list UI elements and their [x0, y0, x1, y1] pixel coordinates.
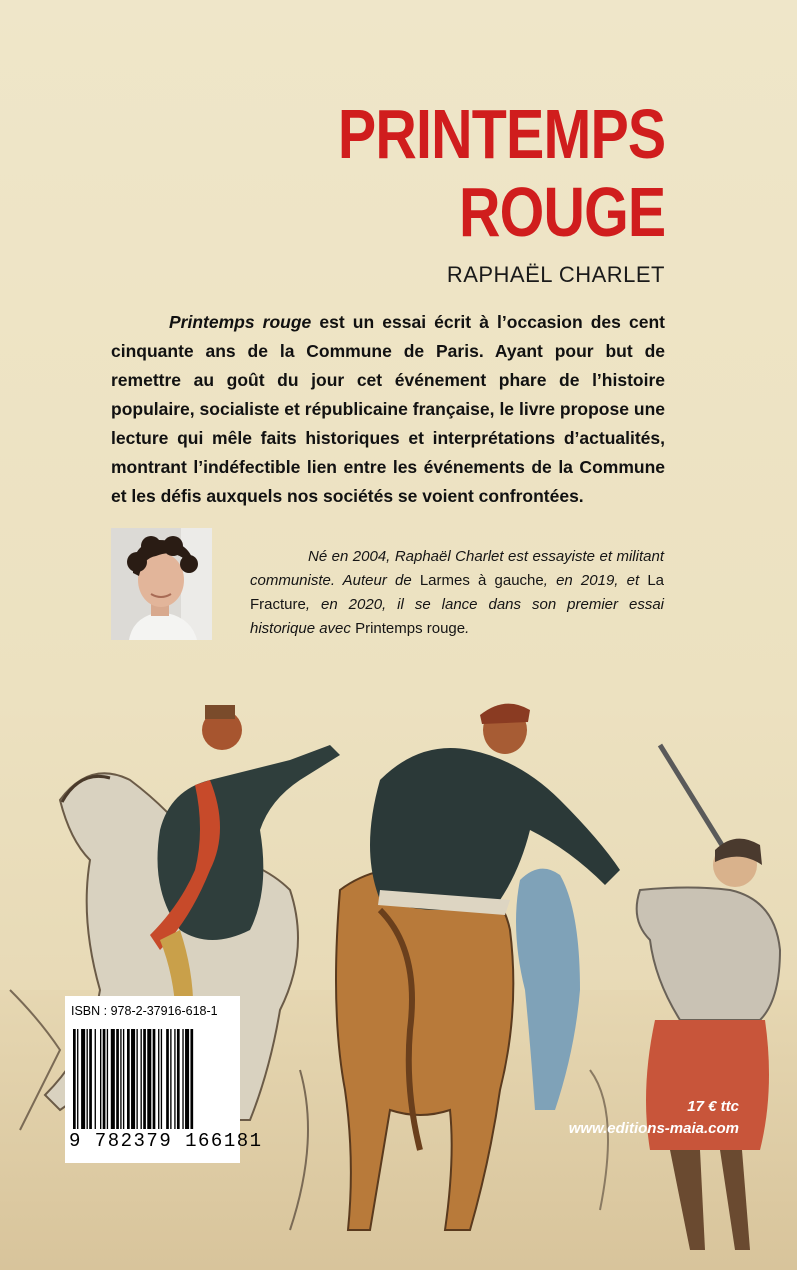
barcode-bar — [131, 1029, 135, 1129]
cover-illustration — [0, 690, 797, 1270]
barcode-bar — [147, 1029, 151, 1129]
barcode-bar — [100, 1029, 101, 1129]
barcode-digits: 9 782379 166181 — [69, 1130, 263, 1152]
barcode-bar — [166, 1029, 169, 1129]
price: 17 € ttc — [687, 1098, 739, 1115]
barcode-bar — [170, 1029, 171, 1129]
book-blurb — [111, 308, 665, 511]
barcode-bar — [111, 1029, 115, 1129]
author-name: RAPHAËL CHARLET — [446, 262, 665, 287]
barcode-bar — [127, 1029, 130, 1129]
barcode-bar — [103, 1029, 106, 1129]
barcode-bar — [153, 1029, 156, 1129]
blurb-text: est un essai écrit à l’occasion des cent cinquante ans de la Commune de Paris. Ayant pour but de remettre au goût du jour cet événement phare de l’histoire populaire, socialiste et républicaine française, le livre propose une lecture qui mêle faits historiques et interprétations d’actualités, montrant l’indéfectible lien entre les événements de la Commune et les défis auxquels nos sociétés se voient confrontées. — [111, 312, 665, 506]
barcode-bar — [185, 1029, 189, 1129]
barcode-bar — [120, 1029, 121, 1129]
barcode-bar — [123, 1029, 124, 1129]
barcode-bar — [177, 1029, 180, 1129]
bio-part-2: , en 2019, et — [543, 572, 648, 589]
isbn-label: ISBN : 978-2-37916-618-1 — [71, 1004, 218, 1018]
title-line-1: PRINTEMPS — [337, 95, 665, 173]
barcode-bar — [141, 1029, 142, 1129]
barcode-bar — [116, 1029, 119, 1129]
barcode-bar — [73, 1029, 76, 1129]
barcode-bar — [182, 1029, 183, 1129]
title-line-2: ROUGE — [458, 173, 665, 251]
bio-part-1: Né en 2004, Raphaël Charlet est essayiste et militant communiste. Auteur de — [250, 548, 664, 589]
barcode-bar — [136, 1029, 137, 1129]
bio-book-3: Printemps rouge — [355, 620, 466, 637]
blurb-title: Printemps rouge — [169, 312, 312, 332]
barcode-bar — [107, 1029, 108, 1129]
barcode-bar — [161, 1029, 162, 1129]
barcode-bar — [143, 1029, 146, 1129]
barcode-bar — [158, 1029, 159, 1129]
barcode-bar — [174, 1029, 175, 1129]
bio-book-1: Larmes à gauche — [419, 572, 544, 589]
book-title — [337, 95, 665, 251]
bio-part-4: . — [465, 620, 470, 637]
barcode-bar — [81, 1029, 85, 1129]
barcode-box — [65, 996, 263, 1163]
author-photo — [111, 528, 212, 640]
barcode-bar — [89, 1029, 92, 1129]
barcode-bar — [190, 1029, 193, 1129]
barcode-bars — [71, 1029, 234, 1129]
author-bio — [250, 545, 664, 641]
bio-book-2: La Fracture — [250, 572, 664, 613]
barcode-bar — [95, 1029, 96, 1129]
publisher-website[interactable]: www.editions-maia.com — [568, 1120, 739, 1137]
barcode-bar — [87, 1029, 88, 1129]
barcode-bar — [77, 1029, 78, 1129]
bio-part-3: , en 2020, il se lance dans son premier essai historique avec — [250, 596, 664, 637]
